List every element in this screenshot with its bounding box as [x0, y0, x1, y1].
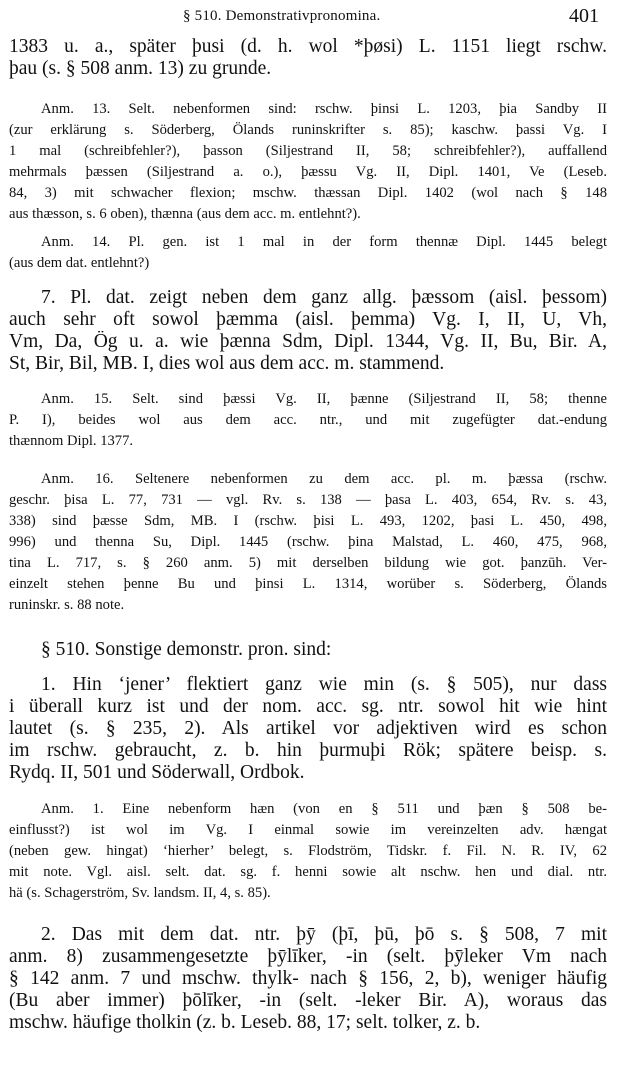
text-line: (aus dem dat. entlehnt?) [9, 255, 150, 271]
text-line: mit note. Vgl. aisl. selt. dat. sg. f. henni sowie alt nschw. hen und dial. ntr. [9, 864, 607, 880]
text-line: Rydq. II, 501 und Söderwall, Ordbok. [9, 762, 305, 783]
text-line: mehrmals þæssen (Siljestrand a. o.), þæssu Vg. II, Dipl. 1401, Ve (Leseb. [9, 164, 607, 180]
text-line: P. I), beides wol aus dem acc. ntr., und mit zugefügter dat.-endung [9, 412, 607, 428]
text-line: Anm. 13. Selt. nebenformen sind: rschw. þinsi L. 1203, þia Sandby II [41, 101, 607, 117]
text-line: anm. 8) zusammengesetzte þȳlīker, -in (selt. þȳleker Vm nach [9, 946, 607, 967]
running-title: § 510. Demonstrativpronomina. [183, 8, 381, 24]
text-line: 1383 u. a., später þusi (d. h. wol *þøsi) L. 1151 liegt rschw. [9, 36, 607, 57]
text-line: (Bu aber immer) þōlīker, -in (selt. -leker Bir. A), woraus das [9, 990, 607, 1011]
text-line: 1 mal (schreibfehler?), þasson (Siljestrand II, 58; schreibfehler?), auffallend [9, 143, 607, 159]
text-line: (zur erklärung s. Söderberg, Ölands runinskrifter s. 85); kaschw. þassi Vg. I [9, 122, 607, 138]
text-line: 996) und thenna Su, Dipl. 1445 (rschw. þina Malstad, L. 460, 475, 968, [9, 534, 607, 550]
note-anm-1 [9, 799, 607, 904]
text-line: mschw. häufige tholkin (z. b. Leseb. 88, 17; selt. tolker, z. b. [9, 1012, 481, 1033]
text-line: St, Bir, Bil, MB. I, dies wol aus dem acc. m. stammend. [9, 353, 445, 374]
text-line: tina L. 717, s. § 260 anm. 5) mit derselben bildung wie got. þanzūh. Ver- [9, 555, 607, 571]
text-line: im rschw. gebraucht, z. b. hin þurmuþi Rök; spätere beisp. s. [9, 740, 607, 761]
text-line: Anm. 1. Eine nebenform hæn (von en § 511 und þæn § 508 be- [41, 801, 607, 817]
text-line: Vm, Da, Ög u. a. wie þænna Sdm, Dipl. 1344, Vg. II, Bu, Bir. A, [9, 331, 607, 352]
paragraph-continuation [9, 36, 607, 80]
text-line: runinskr. s. 88 note. [9, 597, 125, 613]
note-anm-13 [9, 99, 607, 225]
text-line: (neben gew. hingat) ‘hierher’ belegt, s. Flodström, Tidskr. f. Fil. N. R. IV, 62 [9, 843, 607, 859]
text-line: 2. Das mit dem dat. ntr. þȳ (þī, þū, þō s. § 508, 7 mit [41, 924, 607, 945]
page-number: 401 [569, 5, 599, 27]
paragraph-2 [9, 924, 607, 1034]
text-line: 84, 3) mit schwacher flexion; mschw. thæssan Dipl. 1402 (wol nach § 148 [9, 185, 607, 201]
paragraph-7 [9, 287, 607, 375]
text-line: 338) sind þæsse Sdm, MB. I (rschw. þisi L. 493, 1202, þasi L. 450, 498, [9, 513, 607, 529]
note-anm-14 [9, 232, 607, 274]
text-line: auch sehr oft sowol þæmma (aisl. þemma) Vg. I, II, U, Vh, [9, 309, 607, 330]
text-line: þau (s. § 508 anm. 13) zu grunde. [9, 58, 272, 79]
text-line: i überall kurz ist und der nom. acc. sg. ntr. sowol hit wie hint [9, 696, 607, 717]
text-line: geschr. þisa L. 77, 731 — vgl. Rv. s. 138 — þasa L. 403, 654, Rv. s. 43, [9, 492, 607, 508]
note-anm-16 [9, 469, 607, 616]
text-line: 1. Hin ‘jener’ flektiert ganz wie min (s. § 505), nur dass [41, 674, 607, 695]
text-line: Anm. 14. Pl. gen. ist 1 mal in der form thennæ Dipl. 1445 belegt [41, 234, 607, 250]
running-header [0, 5, 621, 29]
text-line: einzelt stehen þenne Bu und þinsi L. 1314, worüber s. Söderberg, Ölands [9, 576, 607, 592]
text-line: einflusst?) ist wol im Vg. I einmal sowie im vereinzelten adv. hængat [9, 822, 607, 838]
text-line: Anm. 16. Seltenere nebenformen zu dem acc. pl. m. þæssa (rschw. [41, 471, 607, 487]
text-line: lautet (s. § 235, 2). Als artikel vor adjektiven wird es schon [9, 718, 607, 739]
text-line: aus thæsson, s. 6 oben), thænna (aus dem acc. m. entlehnt?). [9, 206, 361, 222]
text-line: Anm. 15. Selt. sind þæssi Vg. II, þænne (Siljestrand II, 58; thenne [41, 391, 607, 407]
text-line: § 510. Sonstige demonstr. pron. sind: [41, 639, 332, 660]
section-510-paragraph-1 [9, 639, 607, 784]
text-line: thænnom Dipl. 1377. [9, 433, 134, 449]
text-line: 7. Pl. dat. zeigt neben dem ganz allg. þæssom (aisl. þessom) [41, 287, 607, 308]
note-anm-15 [9, 389, 607, 452]
text-line: § 142 anm. 7 und mschw. thylk- nach § 156, 2, b), weniger häufig [9, 968, 607, 989]
text-line: hä (s. Schagerström, Sv. landsm. II, 4, s. 85). [9, 885, 271, 901]
